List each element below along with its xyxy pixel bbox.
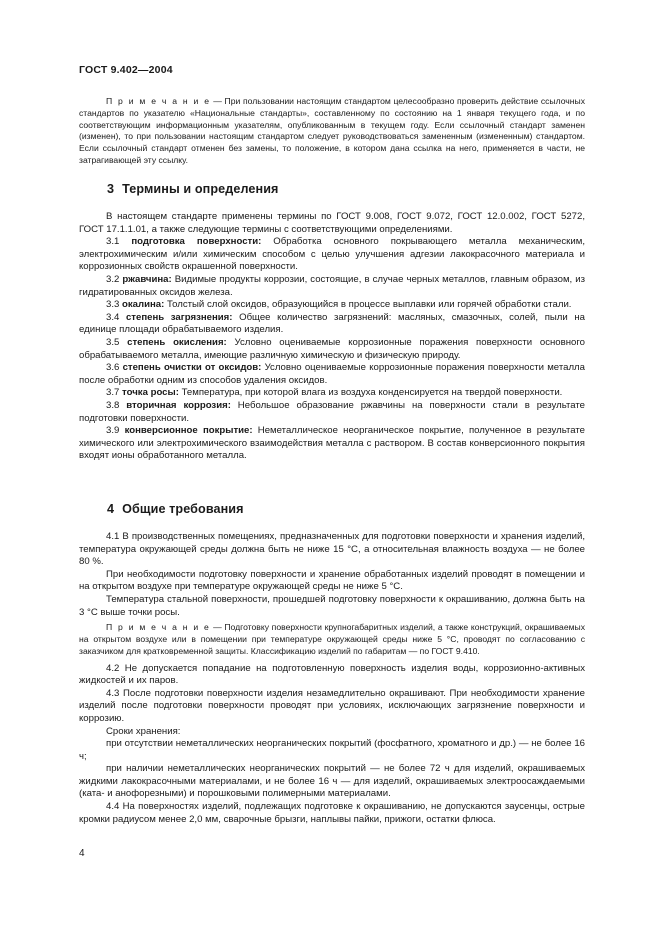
term-text: Небольшое образование ржавчины на поверхности стали в результате подготовки поверхности.: [79, 399, 585, 424]
term-text: Обработка основного покрывающего металла механическим, электрохимическим и/или химическим способом с целью улучшения адгезии лакокрасочного материала и коррозионных свойств окрашенной поверхности.: [79, 236, 585, 273]
term-definition: [79, 274, 585, 299]
term-number: 3.4: [106, 311, 120, 323]
term-number: 3.9: [106, 425, 120, 437]
term-number: 3.8: [106, 399, 120, 411]
page-number: 4: [79, 848, 85, 859]
note-label: П р и м е ч а н и е: [106, 96, 211, 106]
clause-4-2: 4.2 Не допускается попадание на подготовленную поверхность изделия воды, коррозионно-активных жидкостей и их паров.: [79, 662, 585, 687]
term-number: 3.1: [106, 236, 120, 248]
storage-title: Сроки хранения:: [106, 725, 181, 737]
term-definition: [79, 236, 585, 274]
note-label: П р и м е ч а н и е: [106, 622, 211, 633]
term-name: степень очистки от оксидов:: [122, 362, 262, 374]
section-intro: В настоящем стандарте применены термины по ГОСТ 9.008, ГОСТ 9.072, ГОСТ 12.0.002, ГОСТ 5272, ГОСТ 17.1.1.01, а также следующие термины с соответствующими определениями.: [79, 211, 585, 235]
term-definition: [79, 387, 585, 400]
term-number: 3.2: [106, 273, 120, 285]
term-name: вторичная коррозия:: [126, 399, 231, 411]
term-name: ржавчина:: [122, 273, 172, 285]
section-3-heading: [107, 182, 279, 196]
section-3-body: [79, 211, 585, 463]
term-text: Условно оцениваемые коррозионные поражения поверхности металла после обработки одним из способов удаления оксидов.: [79, 362, 585, 386]
note-paragraph: [79, 96, 585, 167]
term-name: степень загрязнения:: [125, 311, 233, 323]
term-number: 3.3: [106, 299, 120, 311]
clause-4-3: 4.3 После подготовки поверхности изделия незамедлительно окрашивают. При необходимости хранение изделий после подготовки поверхности проводят при условиях, исключающих загрязнение поверхности и коррозию.: [79, 687, 585, 724]
section-4-body: [79, 531, 585, 826]
section-title: Термины и определения: [122, 182, 279, 196]
note-4-1: [79, 622, 585, 657]
term-definition: [79, 312, 585, 337]
document-header: ГОСТ 9.402—2004: [79, 64, 173, 76]
term-name: точка росы:: [122, 387, 179, 399]
term-text: Толстый слой оксидов, образующийся в процессе выплавки или горячей обработки стали.: [164, 299, 572, 311]
clause-4-1-b: При необходимости подготовку поверхности и хранение обработанных изделий проводят в помещении и на открытом воздухе при температуре окружающей среды не ниже 5 °С.: [79, 568, 585, 593]
term-name: степень окисления:: [127, 336, 227, 348]
clause-4-1-c: Температура стальной поверхности, прошедшей подготовку поверхности к окрашиванию, должна быть на 3 °С выше точки росы.: [79, 593, 585, 618]
clause-4-4: 4.4 На поверхностях изделий, подлежащих подготовке к окрашиванию, не допускаются заусенцы, острые кромки радиусом менее 2,0 мм, сварочные брызги, наплывы пайки, прижоги, остатки флюса.: [79, 801, 585, 825]
term-text: Видимые продукты коррозии, состоящие, в случае черных металлов, главным образом, из гидратированных оксидов железа.: [79, 273, 585, 298]
note-text: — Подготовку поверхности крупногабаритных изделий, а также конструкций, окрашиваемых на открытом воздухе или в помещении при температуре окружающей среды ниже 5 °С, проводят по согласованию с заказчиком для кратковременной защиты. Классификацию изделий по габаритам — по ГОСТ 9.410.: [79, 622, 586, 656]
clause-4-1: 4.1 В производственных помещениях, предназначенных для подготовки поверхности и хранения изделий, температура окружающей среды должна быть не ниже 15 °С, а относительная влажность воздуха — не более 80 %.: [79, 531, 585, 568]
term-definition: [79, 400, 585, 425]
term-number: 3.5: [106, 336, 120, 348]
reference-note: [79, 96, 585, 167]
section-number: 4: [107, 502, 115, 516]
storage-item-1: при отсутствии неметаллических неорганических покрытий (фосфатного, хроматного и др.) — не более 16 ч;: [79, 738, 585, 762]
section-4-heading: [107, 502, 244, 516]
section-title: Общие требования: [122, 502, 244, 516]
term-definition: [79, 425, 585, 463]
term-definition: [79, 299, 585, 312]
note-text: — При пользовании настоящим стандартом целесообразно проверить действие ссылочных стандартов по указателю «Национальные стандарты», составленному по состоянию на 1 января текущего года, и по соответствующим информационным указателям, опубликованным в текущем году. Если ссылочный стандарт заменен (изменен), то при пользовании настоящим стандартом следует руководствоваться замененным (измененным) стандартом. Если ссылочный стандарт отменен без замены, то положение, в котором дана ссылка на него, применяется в части, не затрагивающей эту ссылку.: [79, 96, 586, 165]
term-definition: [79, 362, 585, 387]
term-definition: [79, 337, 585, 362]
term-number: 3.6: [106, 362, 120, 374]
term-name: окалина:: [122, 299, 165, 311]
term-name: конверсионное покрытие:: [124, 425, 253, 437]
storage-item-2: при наличии неметаллических неорганических покрытий — не более 72 ч для изделий, окрашиваемых жидкими лакокрасочными материалами, и не более 16 ч — для изделий, окрашиваемых электроосаждаемыми (ката- и анофорезными) и порошковыми полимерными материалами.: [79, 763, 585, 800]
term-number: 3.7: [106, 387, 120, 399]
term-text: Неметаллическое неорганическое покрытие, полученное в результате химического или электрохимического взаимодействия металла с раствором. В состав конверсионного покрытия входят ионы обработанного металла.: [79, 425, 586, 462]
section-number: 3: [107, 182, 115, 196]
term-name: подготовка поверхности:: [131, 236, 262, 248]
terms-list: [79, 236, 585, 463]
term-text: Температура, при которой влага из воздуха конденсируется на твердой поверхности.: [178, 387, 563, 399]
term-text: Общее количество загрязнений: масляных, смазочных, солей, пыли на единице площади обрабатываемого изделия.: [79, 311, 585, 336]
term-text: Условно оцениваемые коррозионные поражения поверхности основного обрабатываемого металла, имеющие различную химическую и физическую природу.: [79, 336, 585, 361]
